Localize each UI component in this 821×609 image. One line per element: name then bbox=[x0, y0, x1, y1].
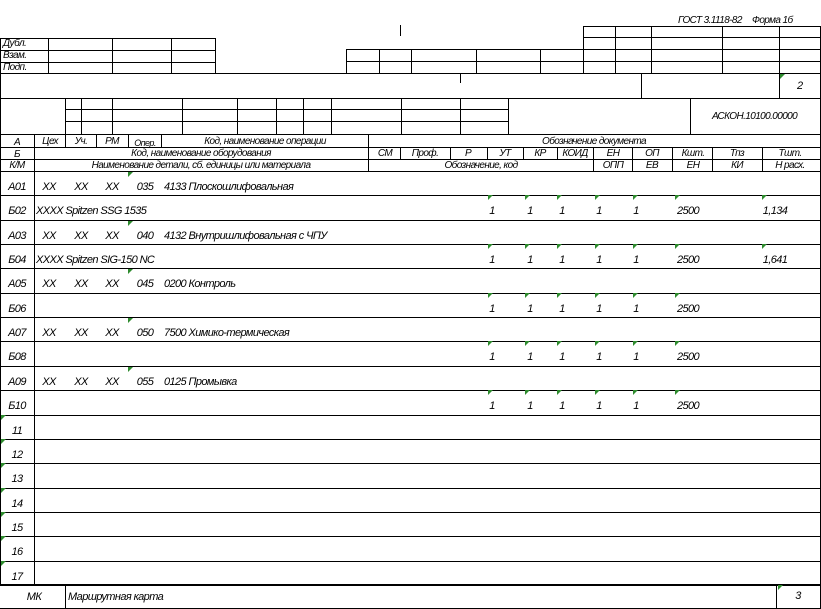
h-line bbox=[0, 341, 820, 342]
row-id: А03 bbox=[8, 230, 26, 242]
h-line bbox=[65, 121, 508, 122]
row-rm: ХХ bbox=[105, 327, 119, 339]
stamp-vzam: Взам. bbox=[3, 50, 27, 61]
h-line bbox=[0, 293, 820, 294]
row-id: 13 bbox=[11, 473, 23, 485]
h-line bbox=[0, 73, 820, 74]
row-tseh: ХХ bbox=[42, 230, 56, 242]
row-value: 1 bbox=[559, 303, 565, 315]
row-id: Б08 bbox=[8, 351, 26, 363]
h-line bbox=[0, 171, 820, 172]
green-corner-mark bbox=[675, 341, 680, 346]
col-doc-designation: Обозначение документа bbox=[542, 136, 646, 147]
row-operation-name: 4133 Плоскошлифовальная bbox=[164, 181, 294, 193]
row-id: 14 bbox=[11, 498, 23, 510]
h-line bbox=[0, 244, 820, 245]
v-line bbox=[557, 147, 558, 159]
v-line bbox=[368, 134, 369, 171]
row-value: 1 bbox=[596, 400, 602, 412]
row-value: 1 bbox=[596, 351, 602, 363]
col-nrash: Н расх. bbox=[775, 160, 805, 171]
green-corner-mark bbox=[1, 488, 6, 493]
row-id: А09 bbox=[8, 376, 26, 388]
row-tseh: ХХ bbox=[42, 181, 56, 193]
green-corner-mark bbox=[525, 390, 530, 395]
row-value: 1 bbox=[527, 205, 533, 217]
col-tsht: Тшт. bbox=[778, 148, 802, 159]
v-line bbox=[96, 134, 97, 147]
green-corner-mark bbox=[633, 390, 638, 395]
row-id: 12 bbox=[11, 449, 23, 461]
h-line bbox=[0, 98, 820, 99]
green-corner-mark bbox=[595, 244, 600, 249]
green-corner-mark bbox=[780, 74, 785, 79]
green-corner-mark bbox=[633, 195, 638, 200]
v-line bbox=[112, 98, 113, 134]
row-kst: 2500 bbox=[676, 254, 700, 266]
green-corner-mark bbox=[488, 244, 493, 249]
h-line bbox=[0, 536, 820, 537]
row-value: 1 bbox=[559, 205, 565, 217]
col-prof: Проф. bbox=[411, 148, 439, 159]
row-value: 1 bbox=[489, 254, 495, 266]
v-line bbox=[411, 49, 412, 73]
row-value: 1 bbox=[633, 205, 639, 217]
green-corner-mark bbox=[633, 293, 638, 298]
green-corner-mark bbox=[488, 293, 493, 298]
v-line bbox=[450, 147, 451, 159]
green-corner-mark bbox=[128, 318, 133, 323]
green-corner-mark bbox=[595, 293, 600, 298]
green-corner-mark bbox=[525, 195, 530, 200]
row-tsht: 1,641 bbox=[762, 254, 788, 266]
green-corner-mark bbox=[525, 244, 530, 249]
v-line bbox=[331, 98, 332, 134]
v-line bbox=[476, 49, 477, 73]
green-corner-mark bbox=[1, 439, 6, 444]
v-line bbox=[65, 584, 66, 609]
v-line bbox=[690, 98, 691, 134]
row-tsht: 1,134 bbox=[762, 205, 788, 217]
col-tpz: Тпз bbox=[729, 148, 745, 159]
col-uch: Уч. bbox=[74, 136, 88, 147]
h-line bbox=[0, 50, 215, 51]
row-id: А07 bbox=[8, 327, 26, 339]
row-id: 11 bbox=[11, 425, 23, 437]
v-line bbox=[487, 147, 488, 159]
green-corner-mark bbox=[525, 341, 530, 346]
col-rm: РМ bbox=[105, 136, 119, 147]
green-corner-mark bbox=[595, 390, 600, 395]
v-line bbox=[0, 98, 1, 134]
row-id: 15 bbox=[11, 522, 23, 534]
green-corner-mark bbox=[557, 390, 562, 395]
row-value: 1 bbox=[633, 303, 639, 315]
v-line bbox=[0, 73, 1, 98]
v-line bbox=[379, 49, 380, 73]
green-corner-mark bbox=[762, 244, 767, 249]
footer-page-number: 3 bbox=[795, 590, 801, 602]
row-tseh: ХХ bbox=[42, 327, 56, 339]
row-value: 1 bbox=[489, 205, 495, 217]
green-corner-mark bbox=[675, 390, 680, 395]
green-corner-mark bbox=[762, 195, 767, 200]
row-oper: 055 bbox=[136, 376, 154, 388]
h-line bbox=[0, 38, 215, 39]
row-operation-name: 0200 Контроль bbox=[164, 278, 236, 290]
green-corner-mark bbox=[675, 195, 680, 200]
row-value: 1 bbox=[489, 400, 495, 412]
h-line bbox=[0, 512, 820, 513]
v-line bbox=[641, 73, 642, 98]
row-value: 1 bbox=[527, 400, 533, 412]
row-value: 1 bbox=[596, 254, 602, 266]
page-number-top: 2 bbox=[797, 80, 803, 92]
row-operation-name: 4132 Внутришлифовальная с ЧПУ bbox=[164, 230, 327, 242]
v-line bbox=[81, 98, 82, 134]
green-corner-mark bbox=[557, 195, 562, 200]
green-corner-mark bbox=[557, 293, 562, 298]
col-part-name: Наименование детали, сб. единицы или материала bbox=[91, 160, 311, 171]
v-line bbox=[651, 26, 652, 73]
v-line bbox=[34, 134, 35, 584]
col-a: А bbox=[13, 137, 21, 148]
col-koid: КОИД bbox=[562, 148, 588, 159]
v-line bbox=[593, 147, 594, 159]
h-line bbox=[0, 62, 215, 63]
h-line bbox=[0, 220, 820, 221]
green-corner-mark bbox=[1, 536, 6, 541]
row-value: 1 bbox=[633, 254, 639, 266]
row-value: 1 bbox=[596, 303, 602, 315]
col-b: Б bbox=[14, 149, 20, 160]
col-oper: Опер. bbox=[134, 138, 156, 148]
h-line bbox=[583, 26, 820, 27]
col-r: Р bbox=[464, 148, 472, 159]
h-line bbox=[0, 317, 820, 318]
row-rm: ХХ bbox=[105, 278, 119, 290]
v-line bbox=[128, 134, 129, 147]
form-label: Форма 1б bbox=[752, 15, 793, 26]
h-line bbox=[0, 268, 820, 269]
stamp-dubl: Дубл. bbox=[3, 38, 27, 49]
v-line bbox=[632, 147, 633, 171]
gost-label: ГОСТ 3.1118-82 bbox=[678, 15, 742, 26]
row-id: Б02 bbox=[8, 205, 26, 217]
v-line bbox=[276, 98, 277, 134]
col-en: ЕН bbox=[606, 148, 620, 159]
row-id: Б04 bbox=[8, 254, 26, 266]
row-equipment: ХХХХ Spitzen SIG-150 NC bbox=[36, 254, 155, 266]
col-kst: Кшт. bbox=[681, 148, 705, 159]
row-id: Б10 bbox=[8, 400, 26, 412]
row-id: А05 bbox=[8, 278, 26, 290]
row-kst: 2500 bbox=[676, 205, 700, 217]
h-line bbox=[0, 463, 820, 464]
green-corner-mark bbox=[557, 244, 562, 249]
v-line bbox=[346, 49, 347, 73]
row-value: 1 bbox=[489, 351, 495, 363]
v-line bbox=[460, 98, 461, 134]
col-op-code-name: Код, наименование операции bbox=[204, 136, 326, 147]
col-ut: УТ bbox=[499, 148, 511, 159]
h-line bbox=[0, 134, 820, 135]
row-operation-name: 0125 Промывка bbox=[164, 376, 237, 388]
row-rm: ХХ bbox=[105, 230, 119, 242]
row-uch: ХХ bbox=[74, 278, 88, 290]
green-corner-mark bbox=[488, 341, 493, 346]
row-oper: 035 bbox=[136, 181, 154, 193]
row-uch: ХХ bbox=[74, 327, 88, 339]
h-line bbox=[0, 195, 820, 196]
row-oper: 045 bbox=[136, 278, 154, 290]
col-ki: КИ bbox=[731, 160, 743, 171]
v-line bbox=[712, 147, 713, 171]
row-value: 1 bbox=[559, 400, 565, 412]
green-corner-mark bbox=[1, 463, 6, 468]
row-rm: ХХ bbox=[105, 181, 119, 193]
v-line bbox=[65, 134, 66, 147]
green-corner-mark bbox=[128, 367, 133, 372]
h-line bbox=[0, 584, 820, 585]
h-line bbox=[0, 366, 820, 367]
doc-code: АСКОН.10100.00000 bbox=[712, 111, 798, 122]
h-line bbox=[0, 585, 820, 586]
green-corner-mark bbox=[557, 341, 562, 346]
col-kr: КР bbox=[534, 148, 546, 159]
row-uch: ХХ bbox=[74, 230, 88, 242]
v-line bbox=[776, 584, 777, 609]
row-uch: ХХ bbox=[74, 376, 88, 388]
row-rm: ХХ bbox=[105, 376, 119, 388]
v-line bbox=[237, 98, 238, 134]
v-line bbox=[401, 98, 402, 134]
row-tseh: ХХ bbox=[42, 376, 56, 388]
green-corner-mark bbox=[1, 512, 6, 517]
col-sm: СМ bbox=[377, 148, 393, 159]
stamp-podp: Подп. bbox=[3, 62, 27, 73]
v-line bbox=[523, 147, 524, 159]
v-line bbox=[583, 26, 584, 73]
row-value: 1 bbox=[559, 351, 565, 363]
v-line bbox=[303, 98, 304, 134]
col-km: К/М bbox=[9, 160, 25, 171]
v-line bbox=[65, 98, 66, 134]
green-corner-mark bbox=[595, 341, 600, 346]
row-kst: 2500 bbox=[676, 400, 700, 412]
h-line bbox=[0, 390, 820, 391]
v-line bbox=[593, 159, 594, 171]
col-ev: ЕВ bbox=[645, 160, 659, 171]
v-line bbox=[112, 38, 113, 73]
green-corner-mark bbox=[778, 585, 783, 590]
v-line bbox=[0, 38, 1, 73]
v-line bbox=[460, 73, 461, 83]
row-kst: 2500 bbox=[676, 303, 700, 315]
col-tseh: Цех bbox=[42, 136, 58, 147]
row-id: А01 bbox=[8, 181, 26, 193]
v-line bbox=[508, 98, 509, 134]
row-value: 1 bbox=[527, 254, 533, 266]
green-corner-mark bbox=[675, 244, 680, 249]
h-line bbox=[583, 37, 820, 38]
v-line bbox=[762, 147, 763, 171]
row-id: 16 bbox=[11, 546, 23, 558]
v-line bbox=[400, 25, 401, 36]
row-tseh: ХХ bbox=[42, 278, 56, 290]
h-line bbox=[0, 488, 820, 489]
h-line bbox=[0, 561, 820, 562]
green-corner-mark bbox=[675, 293, 680, 298]
row-uch: ХХ bbox=[74, 181, 88, 193]
row-oper: 040 bbox=[136, 230, 154, 242]
row-kst: 2500 bbox=[676, 351, 700, 363]
row-value: 1 bbox=[527, 351, 533, 363]
h-line bbox=[0, 439, 820, 440]
green-corner-mark bbox=[128, 221, 133, 226]
h-line bbox=[0, 415, 820, 416]
footer-title: Маршрутная карта bbox=[68, 591, 164, 603]
green-corner-mark bbox=[633, 244, 638, 249]
row-id: 17 bbox=[11, 571, 23, 583]
row-operation-name: 7500 Химико-термическая bbox=[164, 327, 290, 339]
row-oper: 050 bbox=[136, 327, 154, 339]
col-equipment: Код, наименование оборудования bbox=[131, 148, 271, 159]
v-line bbox=[182, 98, 183, 134]
row-value: 1 bbox=[489, 303, 495, 315]
row-value: 1 bbox=[633, 351, 639, 363]
footer-mk: МК bbox=[26, 591, 42, 603]
row-value: 1 bbox=[633, 400, 639, 412]
v-line bbox=[171, 38, 172, 73]
row-equipment: ХХХХ Spitzen SSG 1535 bbox=[36, 205, 147, 217]
green-corner-mark bbox=[525, 293, 530, 298]
green-corner-mark bbox=[595, 195, 600, 200]
v-line bbox=[215, 38, 216, 73]
col-designation-code: Обозначение, код bbox=[444, 160, 518, 171]
green-corner-mark bbox=[128, 269, 133, 274]
green-corner-mark bbox=[128, 172, 133, 177]
h-line bbox=[65, 109, 508, 110]
v-line bbox=[540, 49, 541, 73]
col-en2: ЕН bbox=[686, 160, 700, 171]
row-id: Б06 bbox=[8, 303, 26, 315]
green-corner-mark bbox=[1, 415, 6, 420]
green-corner-mark bbox=[633, 341, 638, 346]
v-line bbox=[615, 26, 616, 73]
col-op: ОП bbox=[645, 148, 659, 159]
row-value: 1 bbox=[527, 303, 533, 315]
v-line bbox=[48, 38, 49, 73]
green-corner-mark bbox=[488, 195, 493, 200]
v-line bbox=[722, 26, 723, 73]
col-opp: ОПП bbox=[602, 160, 624, 171]
v-line bbox=[672, 147, 673, 171]
row-value: 1 bbox=[559, 254, 565, 266]
v-line bbox=[161, 134, 162, 147]
green-corner-mark bbox=[488, 390, 493, 395]
row-value: 1 bbox=[596, 205, 602, 217]
v-line bbox=[779, 26, 780, 73]
green-corner-mark bbox=[1, 561, 6, 566]
v-line bbox=[400, 147, 401, 159]
